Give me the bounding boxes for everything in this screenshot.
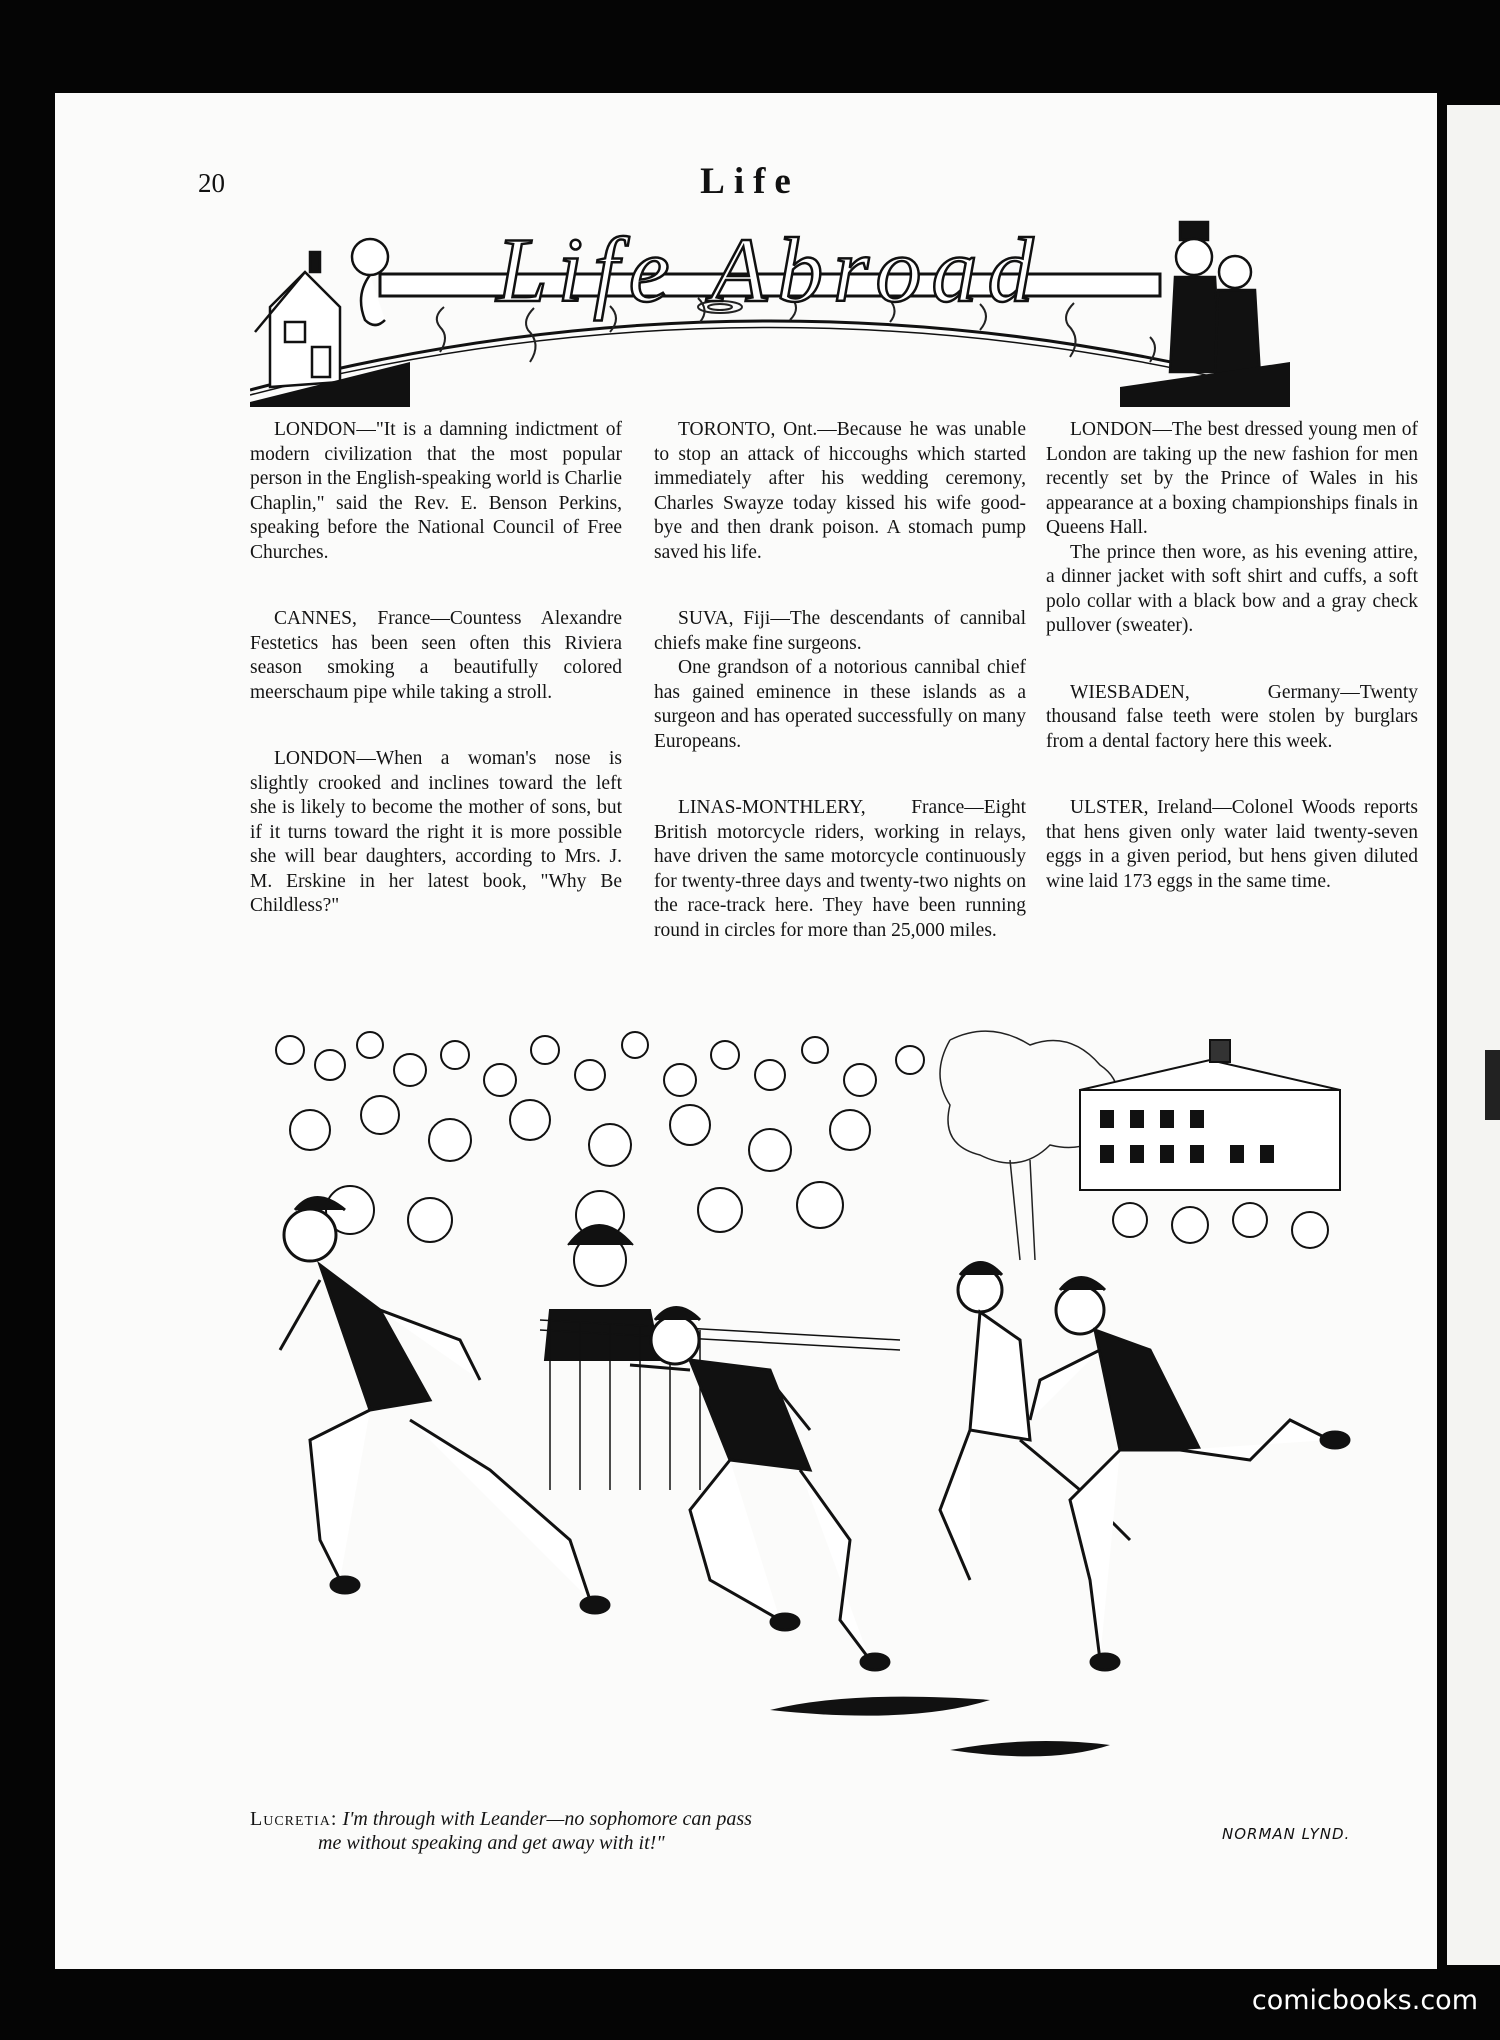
news-paragraph: LONDON—The best dressed young men of London are taking up the new fashion for men recently set by the Prince of Wales in his appearance at a boxing championships finals in Queens Hall. — [1046, 419, 1418, 538]
news-paragraph: SUVA, Fiji—The descendants of cannibal chiefs make fine surgeons. — [654, 608, 1026, 654]
cartoon-caption — [250, 1807, 1070, 1855]
news-paragraph: WIESBADEN, Germany—Twenty thousand false teeth were stolen by burglars from a dental factory here this week. — [1046, 681, 1418, 752]
runner-left — [280, 1198, 609, 1614]
news-column-1 — [250, 418, 622, 961]
caption-line-2: me without speaking and get away with it!" — [318, 1832, 665, 1854]
news-item — [654, 607, 1026, 754]
caption-line-1: I'm through with Leander—no sophomore can pass — [342, 1808, 752, 1830]
news-paragraph: LONDON—"It is a damning indictment of modern civilization that the most popular person in the English-speaking world is Charlie Chaplin," said the Rev. E. Benson Perkins, speaking before the National Council of Free Churches. — [250, 419, 622, 563]
news-paragraph: One grandson of a notorious cannibal chief has gained eminence in these islands as a surgeon and has operated successfully on many Europeans. — [654, 657, 1026, 752]
life-abroad-banner — [250, 212, 1290, 407]
news-paragraph: ULSTER, Ireland—Colonel Woods reports that hens given only water laid twenty-seven eggs in a given period, but hens given diluted wine laid 173 eggs in the same time. — [1046, 797, 1418, 892]
news-item — [1046, 418, 1418, 639]
news-paragraph: The prince then wore, as his evening attire, a dinner jacket with soft shirt and cuffs, a soft polo collar with a black bow and a gray check pullover (sweater). — [1046, 541, 1418, 636]
news-paragraph: CANNES, France—Countess Alexandre Festetics has been seen often this Riviera season smoking a beautifully colored meerschaum pipe while taking a stroll. — [250, 608, 622, 703]
cartoon-illustration — [250, 1020, 1380, 1780]
adjacent-page-mark — [1485, 1050, 1500, 1120]
news-item — [250, 607, 622, 705]
news-item — [1046, 796, 1418, 894]
news-item — [250, 418, 622, 565]
watermark: comicbooks.com — [1251, 1985, 1478, 2016]
news-item — [654, 418, 1026, 565]
runner-middle — [630, 1308, 889, 1671]
page-number: 20 — [198, 168, 225, 198]
adjacent-page-edge — [1447, 105, 1500, 1965]
news-column-2 — [654, 418, 1026, 985]
news-item — [654, 796, 1026, 943]
caption-speaker: Lucretia: — [250, 1808, 338, 1830]
news-paragraph: LONDON—When a woman's nose is slightly crooked and inclines toward the left she is likely to become the mother of sons, but if it turns toward the right it is more possible she will bear daughters, according to Mrs. J. M. Erskine in her latest book, "Why Be Childless?" — [250, 748, 622, 916]
runner-right — [1030, 1278, 1349, 1671]
artist-signature: NORMAN LYND. — [1222, 1825, 1351, 1843]
news-paragraph: LINAS-MONTHLERY, France—Eight British motorcycle riders, working in relays, have driven the same motorcycle continuously for twenty-three days and twenty-two nights on the race-track here. They have been running round in circles for more than 25,000 miles. — [654, 797, 1026, 941]
news-paragraph: TORONTO, Ont.—Because he was unable to stop an attack of hiccoughs which started immediately after his wedding ceremony, Charles Swayze today kissed his wife good-bye and then drank poison. A stomach pump saved his life. — [654, 419, 1026, 563]
race-cartoon-drawing — [250, 1020, 1380, 1780]
news-item — [250, 747, 622, 919]
news-item — [1046, 681, 1418, 755]
news-column-3 — [1046, 418, 1418, 936]
banner-title: Life Abroad — [496, 219, 1044, 321]
masthead: Life — [700, 161, 800, 202]
